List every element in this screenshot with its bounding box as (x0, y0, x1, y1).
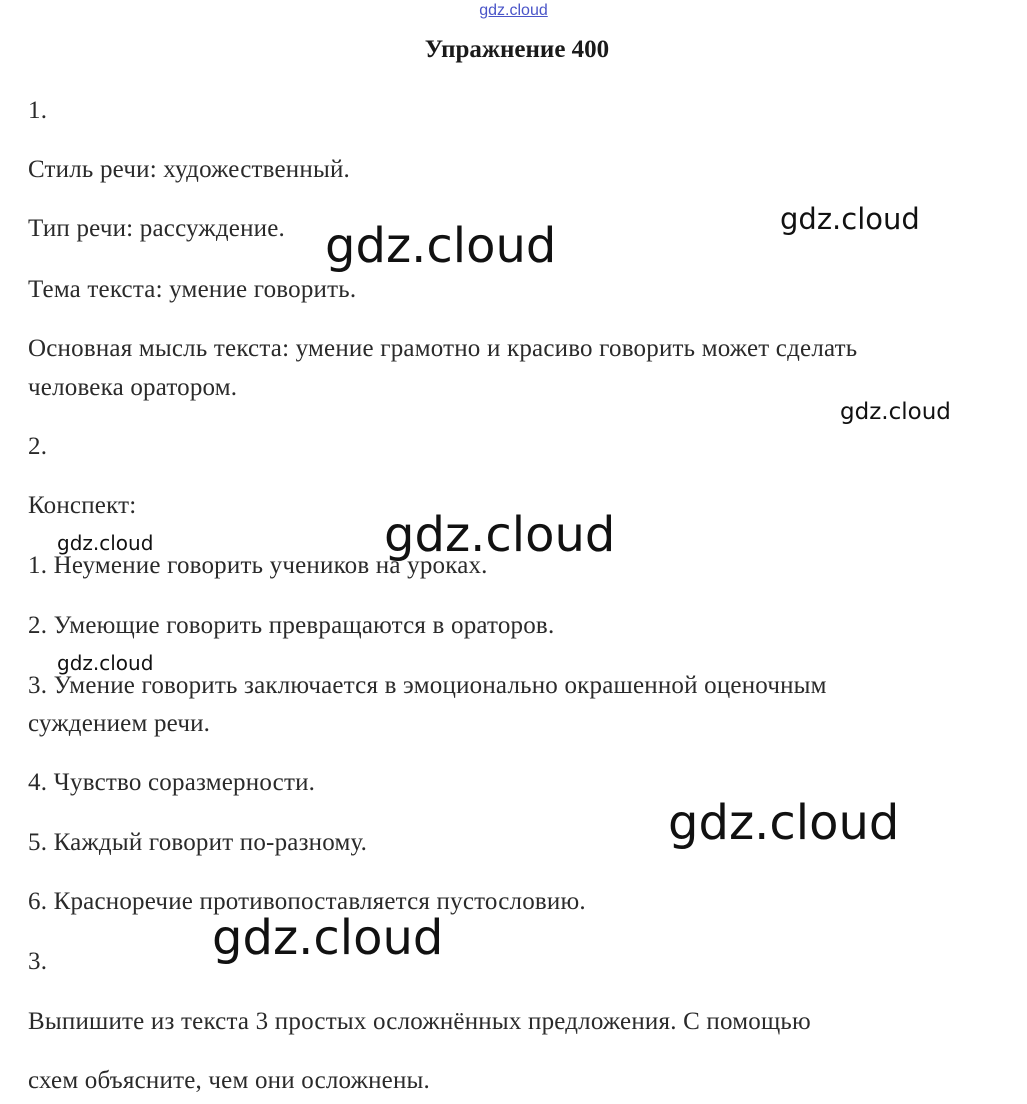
outline-item-3-line-2: суждением речи. (28, 710, 211, 737)
outline-item-3-line-1: 3. Умение говорить заключается в эмоционально окрашенной оценочным (28, 672, 827, 699)
watermark: gdz.cloud (840, 399, 951, 425)
outline-item-5: 5. Каждый говорит по-разному. (28, 829, 368, 856)
section-3-number: 3. (28, 948, 48, 975)
top-watermark: gdz.cloud (479, 2, 548, 19)
watermark: gdz.cloud (212, 910, 444, 966)
text-theme: Тема текста: умение говорить. (28, 276, 357, 303)
section-1-number: 1. (28, 97, 48, 124)
outline-item-6: 6. Красноречие противопоставляется пустословию. (28, 888, 586, 915)
watermark: gdz.cloud (668, 795, 900, 851)
outline-item-4: 4. Чувство соразмерности. (28, 769, 316, 796)
watermark: gdz.cloud (384, 507, 616, 563)
watermark: gdz.cloud (57, 531, 154, 555)
watermark: gdz.cloud (325, 218, 557, 274)
outline-item-1: 1. Неумение говорить учеников на уроках. (28, 552, 488, 579)
speech-type: Тип речи: рассуждение. (28, 215, 286, 242)
task-line-2: схем объясните, чем они осложнены. (28, 1067, 431, 1094)
page-title: Упражнение 400 (424, 36, 610, 63)
section-2-number: 2. (28, 433, 48, 460)
watermark: gdz.cloud (57, 651, 154, 675)
outline-label: Конспект: (28, 492, 137, 519)
main-idea-line-2: человека оратором. (28, 374, 238, 401)
outline-item-2: 2. Умеющие говорить превращаются в ораторов. (28, 612, 555, 639)
speech-style: Стиль речи: художественный. (28, 156, 350, 183)
task-line-1: Выпишите из текста 3 простых осложнённых предложения. С помощью (28, 1008, 811, 1035)
watermark: gdz.cloud (780, 202, 920, 236)
main-idea-line-1: Основная мысль текста: умение грамотно и красиво говорить может сделать (28, 335, 858, 362)
